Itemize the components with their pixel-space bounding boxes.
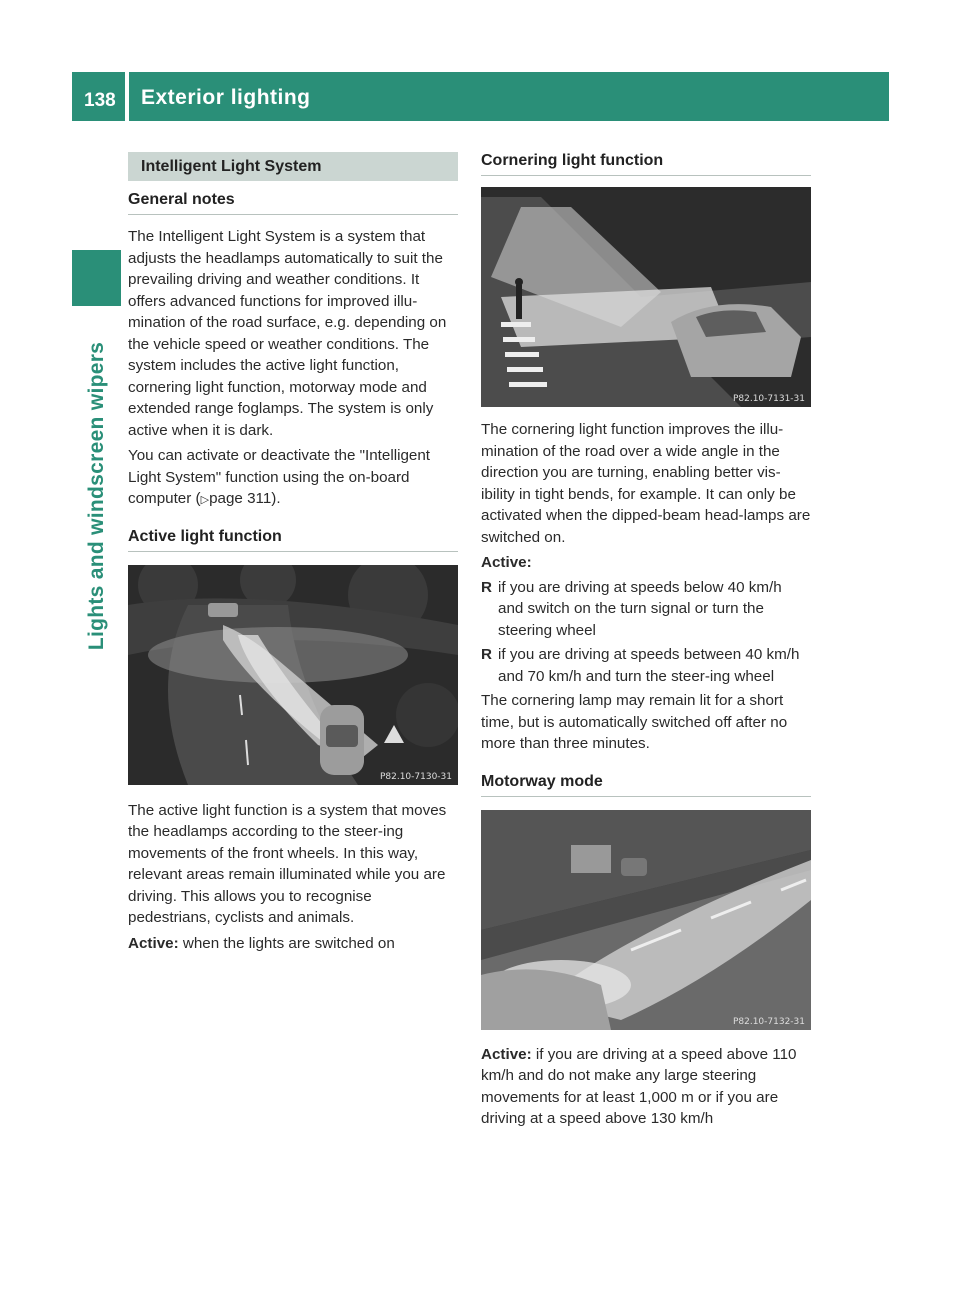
- activate-para: You can activate or deactivate the "Intelligent Light System" function using the on-board computer (▷page 311).: [128, 447, 431, 507]
- cornering-para: The cornering light function improves the illu-mination of the road over a wide angle in the direction you are turning, enabling better vis-ibility in tight bends, for example. It can only be activated when the dipped-beam head-lamps are switched on.: [481, 421, 811, 546]
- motorway-heading: Motorway mode: [481, 773, 811, 797]
- section-banner: Intelligent Light System: [128, 152, 458, 181]
- motorway-figure: [481, 810, 811, 1030]
- active-light-heading: Active light function: [128, 528, 458, 552]
- page-pointer-icon: ▷: [200, 494, 210, 506]
- page-reference-link[interactable]: page 311: [209, 490, 272, 507]
- chapter-marker: [72, 250, 121, 306]
- left-column: [128, 152, 458, 954]
- cornering-heading: Cornering light function: [481, 152, 811, 176]
- page-number: 138: [84, 90, 116, 111]
- cornering-figure: [481, 187, 811, 407]
- active-light-figure: [128, 565, 458, 785]
- list-item: R if you are driving at speeds below 40 km/h and switch on the turn signal or turn the steering wheel: [481, 578, 782, 639]
- cornering-illustration: [481, 187, 811, 407]
- active-light-illustration: [128, 565, 458, 785]
- right-column: [481, 152, 811, 1130]
- figure-code: P82.10-7132-31: [732, 1016, 805, 1027]
- chapter-label: Lights and windscreen wipers: [84, 341, 108, 651]
- active-label: Active:: [128, 934, 179, 952]
- figure-code: P82.10-7131-31: [732, 394, 805, 404]
- motorway-illustration: [481, 810, 811, 1030]
- active-light-para: The active light function is a system that moves the headlamps according to the steer-ing movements of the front wheels. In this way, relevant areas remain illuminated while you are driving. This allows you to recognise pedestrians, cyclists and animals.: [128, 801, 447, 926]
- chapter-tab: [72, 326, 121, 666]
- active-label: Active:: [481, 1045, 532, 1063]
- cornering-active-label: Active:: [481, 554, 532, 571]
- header-divider: [125, 72, 129, 121]
- general-notes-para: The Intelligent Light System is a system that adjusts the headlamps automatically to suit the prevailing driving and weather conditions. It offers advanced functions for improved illu-mination of the road surface, e.g. depending on the vehicle speed or weather conditions. The system includes the active light function, cornering light function, motorway mode and extended range foglamps. The system is only active when it is dark.: [128, 228, 447, 439]
- figure-code: P82.10-7130-31: [379, 771, 452, 782]
- active-light-active: Active: when the lights are switched on: [128, 934, 395, 952]
- bullet-icon: R: [481, 646, 492, 663]
- bullet-icon: R: [481, 578, 492, 596]
- motorway-active: Active: if you are driving at a speed above 110 km/h and do not make any large steering movements for at least 1,000 m or if you are driving at a speed above 130 km/h: [481, 1045, 797, 1127]
- general-notes-heading: General notes: [128, 191, 458, 215]
- list-item: R if you are driving at speeds between 40 km/h and 70 km/h and turn the steer-ing wheel: [481, 646, 800, 685]
- page-title: Exterior lighting: [141, 86, 311, 109]
- cornering-para2: The cornering lamp may remain lit for a short time, but is automatically switched off after no more than three minutes.: [481, 692, 788, 752]
